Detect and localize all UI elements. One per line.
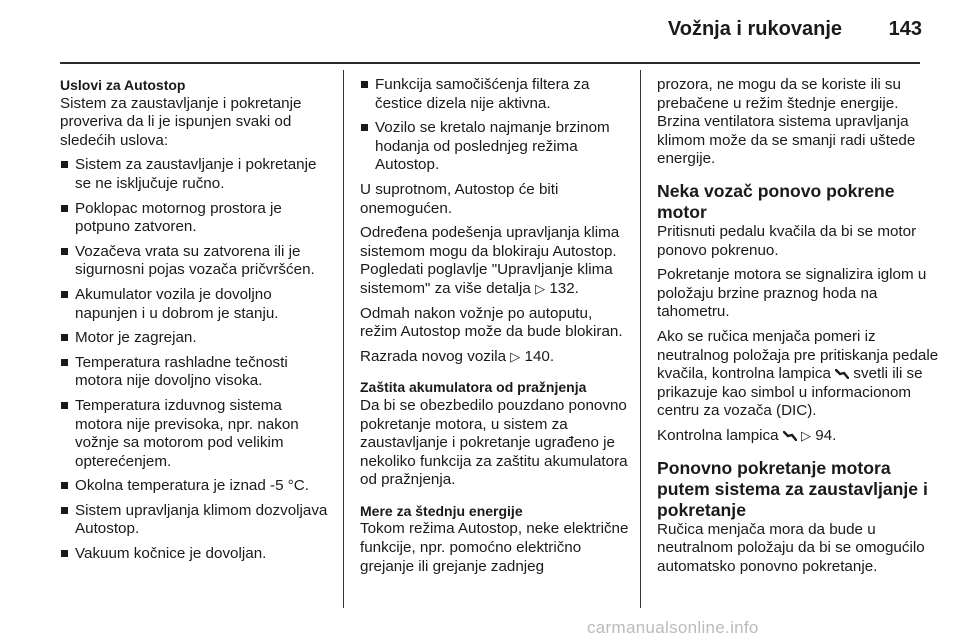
conditions-list-continued (360, 76, 632, 175)
list-item: Motor je zagrejan. (60, 329, 332, 348)
paragraph: Ručica menjača mora da bude u neutralnom položaju da bi se omogućilo automatsko ponovno pokretanje. (657, 520, 925, 575)
paragraph-text: Ako se ručica menjača pomeri iz neutralnog položaja pre pritiskanja pedale kvačila, kontrolna lampica (657, 327, 939, 383)
subhead-energy-saving: Mere za štednju energije (360, 502, 523, 519)
section-title: Vožnja i rukovanje (667, 18, 842, 40)
column-divider-2 (640, 70, 641, 608)
list-item: Vozačeva vrata su zatvorena ili je sigurnosni pojas vozača pričvršćen. (60, 243, 332, 280)
paragraph-lamp-ref (657, 427, 939, 446)
paragraph-text: Kontrolna lampica (657, 426, 779, 444)
column-1 (60, 76, 332, 570)
column-2 (360, 76, 632, 582)
list-item: Temperatura izduvnog sistema motora nije previsoka, npr. nakon vožnje sa motorom pod velikim opterećenjem. (60, 397, 332, 471)
heading-system-restart: Ponovno pokretanje motora putem sistema za zaustavljanje i pokretanje (657, 457, 928, 520)
paragraph: prozora, ne mogu da se koriste ili su prebačene u režim štednje energije. Brzina ventilatora sistema upravljanja klimom može da se smanji radi uštede energije. (657, 76, 916, 168)
page-reference[interactable]: 132. (549, 279, 579, 297)
paragraph: Sistem za zaustavljanje i pokretanje proveriva da li je ispunjen svaki od sledećih uslova: (60, 94, 302, 149)
page-header (0, 0, 960, 62)
list-item: Okolna temperatura je iznad -5 °C. (60, 477, 332, 496)
list-item: Akumulator vozila je dovoljno napunjen i u dobrom je stanju. (60, 286, 332, 323)
paragraph: U suprotnom, Autostop će biti onemogućen. (360, 180, 559, 217)
paragraph: Pokretanje motora se signalizira iglom u položaju brzine praznog hoda na tahometru. (657, 266, 927, 321)
paragraph: Odmah nakon vožnje po autoputu, režim Autostop može da bude blokiran. (360, 304, 623, 341)
watermark: carmanualsonline.info (587, 618, 759, 637)
control-lamp-icon (783, 431, 797, 441)
paragraph-text: Određena podešenja upravljanja klima sistemom mogu da blokiraju Autostop. Pogledati poglavlje "Upravljanje klima sistemom" za više detalja (360, 224, 620, 297)
paragraph-climate (360, 224, 632, 298)
page-reference[interactable]: 140. (524, 347, 555, 365)
list-item: Sistem upravljanja klimom dozvoljava Autostop. (60, 502, 332, 539)
list-item: Vozilo se kretalo najmanje brzinom hodanja od poslednjeg režima Autostop. (360, 119, 632, 175)
page-reference[interactable]: 94. (815, 426, 837, 444)
header-rule (60, 62, 920, 64)
column-divider-1 (343, 70, 344, 608)
list-item: Funkcija samočišćenja filtera za čestice dizela nije aktivna. (360, 76, 632, 113)
column-3 (657, 76, 939, 582)
paragraph-text: svetli ili se prikazuje kao simbol u informacionom centru za vozača (DIC). (657, 365, 923, 420)
paragraph: Da bi se obezbedilo pouzdano ponovno pokretanje motora, u sistem za zaustavljanje i pokretanje ugrađeno je nekoliko funkcija za zaštitu akumulatora od pražnjenja. (360, 396, 628, 489)
paragraph: Pritisnuti pedalu kvačila da bi se motor ponovo pokrenuo. (657, 222, 917, 259)
paragraph-new-vehicle (360, 348, 632, 367)
page-reference-arrow-icon: ▷ (535, 280, 546, 296)
page-reference-arrow-icon: ▷ (510, 348, 521, 364)
control-lamp-icon (835, 369, 849, 379)
heading-driver-restart: Neka vozač ponovo pokrene motor (657, 180, 895, 222)
subhead-autostop-conditions: Uslovi za Autostop (60, 77, 186, 93)
list-item: Sistem za zaustavljanje i pokretanje se ne isključuje ručno. (60, 156, 332, 193)
page-number: 143 (888, 18, 922, 40)
list-item: Poklopac motornog prostora je potpuno zatvoren. (60, 200, 332, 237)
paragraph: Tokom režima Autostop, neke električne funkcije, npr. pomoćno električno grejanje ili grejanje zadnjeg (360, 520, 629, 575)
subhead-battery-protection: Zaštita akumulatora od pražnjenja (360, 379, 587, 396)
page-reference-arrow-icon: ▷ (801, 427, 812, 443)
conditions-list (60, 156, 332, 563)
list-item: Temperatura rashladne tečnosti motora nije dovoljno visoka. (60, 354, 332, 391)
list-item: Vakuum kočnice je dovoljan. (60, 545, 332, 564)
paragraph-lamp (657, 328, 939, 421)
paragraph-text: Razrada novog vozila (360, 347, 507, 365)
